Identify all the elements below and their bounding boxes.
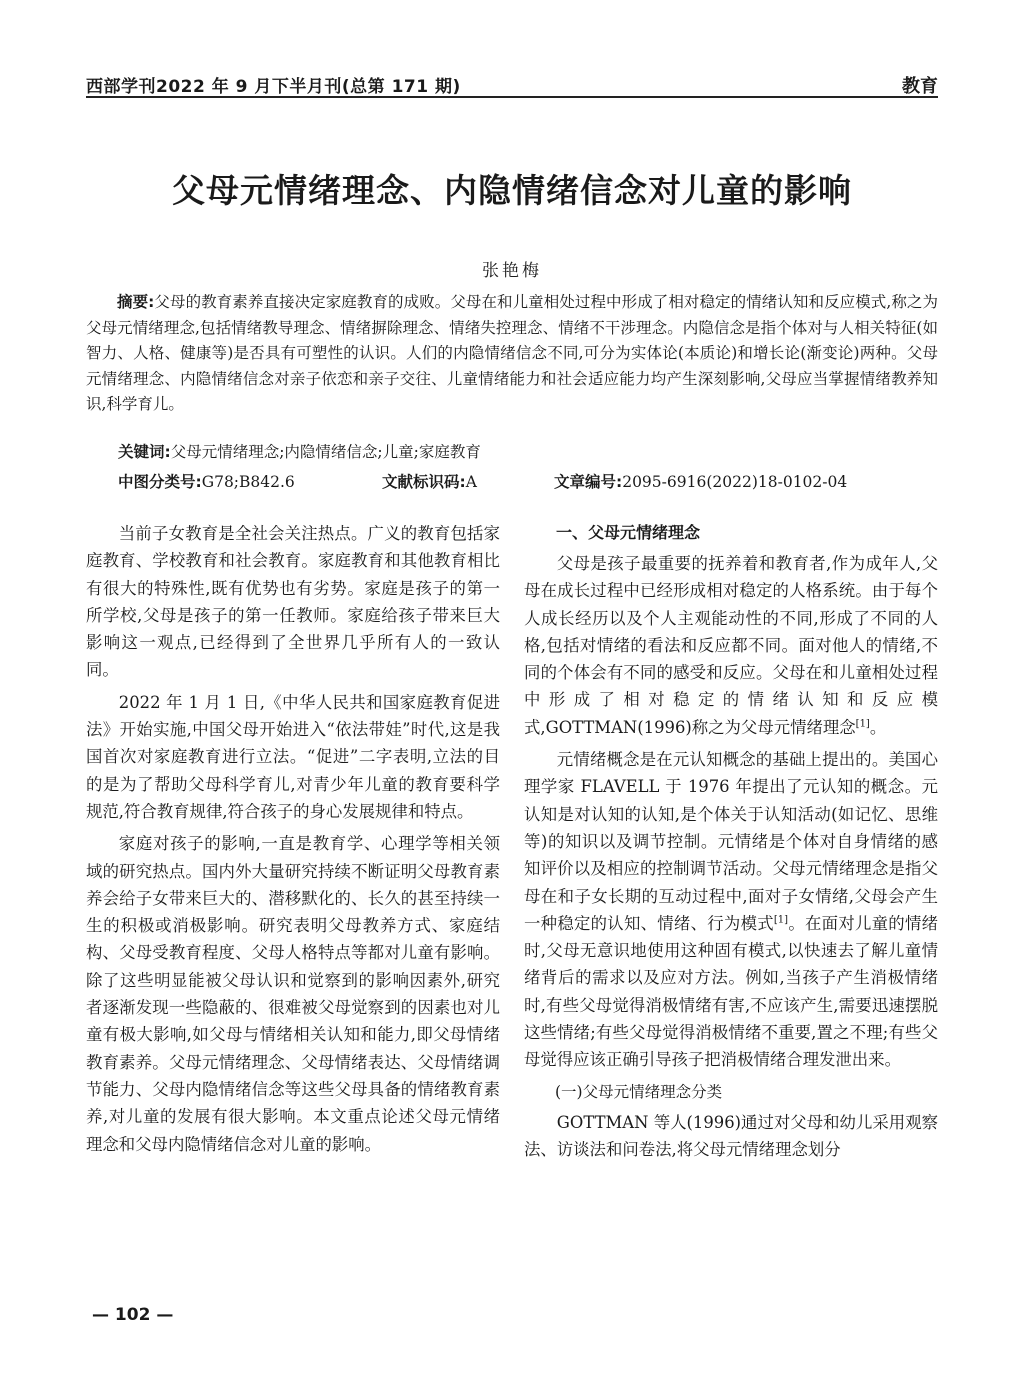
journal-info: 西部学刊2022 年 9 月下半月刊(总第 171 期) <box>86 77 461 97</box>
paragraph <box>524 746 938 1074</box>
doc-code-value: A <box>465 473 477 491</box>
document-code <box>382 470 477 492</box>
paragraph-text: 。在面对儿童的情绪时,父母无意识地使用这种固有模式,以快速去了解儿童情绪背后的需求以及应对方法。例如,当孩子产生消极情绪时,有些父母觉得消极情绪有害,不应该产生,需要迅速摆脱这些情绪;有些父母觉得消极情绪不重要,置之不理;有些父母觉得应该正确引导孩子把消极情绪合理发泄出来。 <box>524 913 939 1070</box>
keywords <box>118 440 481 462</box>
abstract-label: 摘要: <box>117 293 155 311</box>
article-number <box>554 470 847 492</box>
right-column <box>524 520 938 1168</box>
clc-value: G78;B842.6 <box>201 473 295 491</box>
citation-ref: [1] <box>773 914 789 926</box>
paragraph: 2022 年 1 月 1 日,《中华人民共和国家庭教育促进法》开始实施,中国父母开始进入“依法带娃”时代,这是我国首次对家庭教育进行立法。“促进”二字表明,立法的目的是为了帮助父母科学育儿,对青少年儿童的教育要科学规范,符合教育规律,符合孩子的身心发展规律和特点。 <box>86 692 500 821</box>
section-heading: 一、父母元情绪理念 <box>556 523 701 542</box>
subsection-heading: (一)父母元情绪理念分类 <box>555 1082 723 1101</box>
article-number-label: 文章编号: <box>554 473 623 491</box>
clc-number <box>118 470 295 492</box>
article-title: 父母元情绪理念、内隐情绪信念对儿童的影响 <box>172 171 852 210</box>
left-column <box>86 520 500 1163</box>
doc-code-label: 文献标识码: <box>382 473 466 491</box>
citation-ref: [1] <box>855 718 870 730</box>
paragraph: GOTTMAN 等人(1996)通过对父母和幼儿采用观察法、访谈法和问卷法,将父母元情绪理念划分 <box>524 1112 938 1159</box>
keywords-text: 父母元情绪理念;内隐情绪信念;儿童;家庭教育 <box>170 443 481 461</box>
author-name: 张艳梅 <box>482 261 542 281</box>
paragraph: 当前子女教育是全社会关注热点。广义的教育包括家庭教育、学校教育和社会教育。家庭教育和其他教育相比有很大的特殊性,既有优势也有劣势。家庭是孩子的第一所学校,父母是孩子的第一任教师。家庭给孩子带来巨大影响这一观点,已经得到了全世界几乎所有人的一致认同。 <box>86 524 500 680</box>
paragraph-text: 父母是孩子最重要的抚养着和教育者,作为成年人,父母在成长过程中已经形成相对稳定的人格系统。由于每个人成长经历以及个人主观能动性的不同,形成了不同的人格,包括对情绪的看法和反应都不同。面对他人的情绪,不同的个体会有不同的感受和反应。父母在和儿童相处过程中形成了相对稳定的情绪认知和反应模式,GOTTMAN(1996)称之为父母元情绪理念 <box>524 554 938 737</box>
paragraph-text: 元情绪概念是在元认知概念的基础上提出的。美国心理学家 FLAVELL 于 1976 年提出了元认知的概念。元认知是对认知的认知,是个体关于认知活动(如记忆、思维等)的知识以及调节控制。元情绪是个体对自身情绪的感知评价以及相应的控制调节活动。父母元情绪理念是指父母在和子女长期的互动过程中,面对子女情绪,父母会产生一种稳定的认知、情绪、行为模式 <box>524 750 938 933</box>
abstract-text: 父母的教育素养直接决定家庭教育的成败。父母在和儿童相处过程中形成了相对稳定的情绪认知和反应模式,称之为父母元情绪理念,包括情绪教导理念、情绪摒除理念、情绪失控理念、情绪不干涉理念。内隐信念是指个体对与人相关特征(如智力、人格、健康等)是否具有可塑性的认识。人们的内隐情绪信念不同,可分为实体论(本质论)和增长论(渐变论)两种。父母元情绪理念、内隐情绪信念对亲子依恋和亲子交往、儿童情绪能力和社会适应能力均产生深刻影响,父母应当掌握情绪教养知识,科学育儿。 <box>86 293 939 414</box>
abstract <box>86 290 938 418</box>
section-label: 教育 <box>902 76 938 97</box>
clc-label: 中图分类号: <box>118 473 202 491</box>
paragraph-text: 。 <box>869 717 887 737</box>
running-header <box>86 72 938 98</box>
article-number-value: 2095-6916(2022)18-0102-04 <box>622 473 848 491</box>
paragraph <box>524 550 938 741</box>
keywords-label: 关键词: <box>118 443 171 461</box>
paragraph: 家庭对孩子的影响,一直是教育学、心理学等相关领域的研究热点。国内外大量研究持续不断证明父母教育素养会给子女带来巨大的、潜移默化的、长久的甚至持续一生的积极或消极影响。研究表明父母教养方式、家庭结构、父母受教育程度、父母人格特点等都对儿童有影响。除了这些明显能被父母认识和觉察到的影响因素外,研究者逐渐发现一些隐蔽的、很难被父母觉察到的因素也对儿童有极大影响,如父母与情绪相关认知和能力,即父母情绪教育素养。父母元情绪理念、父母情绪表达、父母情绪调节能力、父母内隐情绪信念等这些父母具备的情绪教育素养,对儿童的发展有很大影响。本文重点论述父母元情绪理念和父母内隐情绪信念对儿童的影响。 <box>86 834 500 1154</box>
page-number: — 102 — <box>92 1305 174 1325</box>
